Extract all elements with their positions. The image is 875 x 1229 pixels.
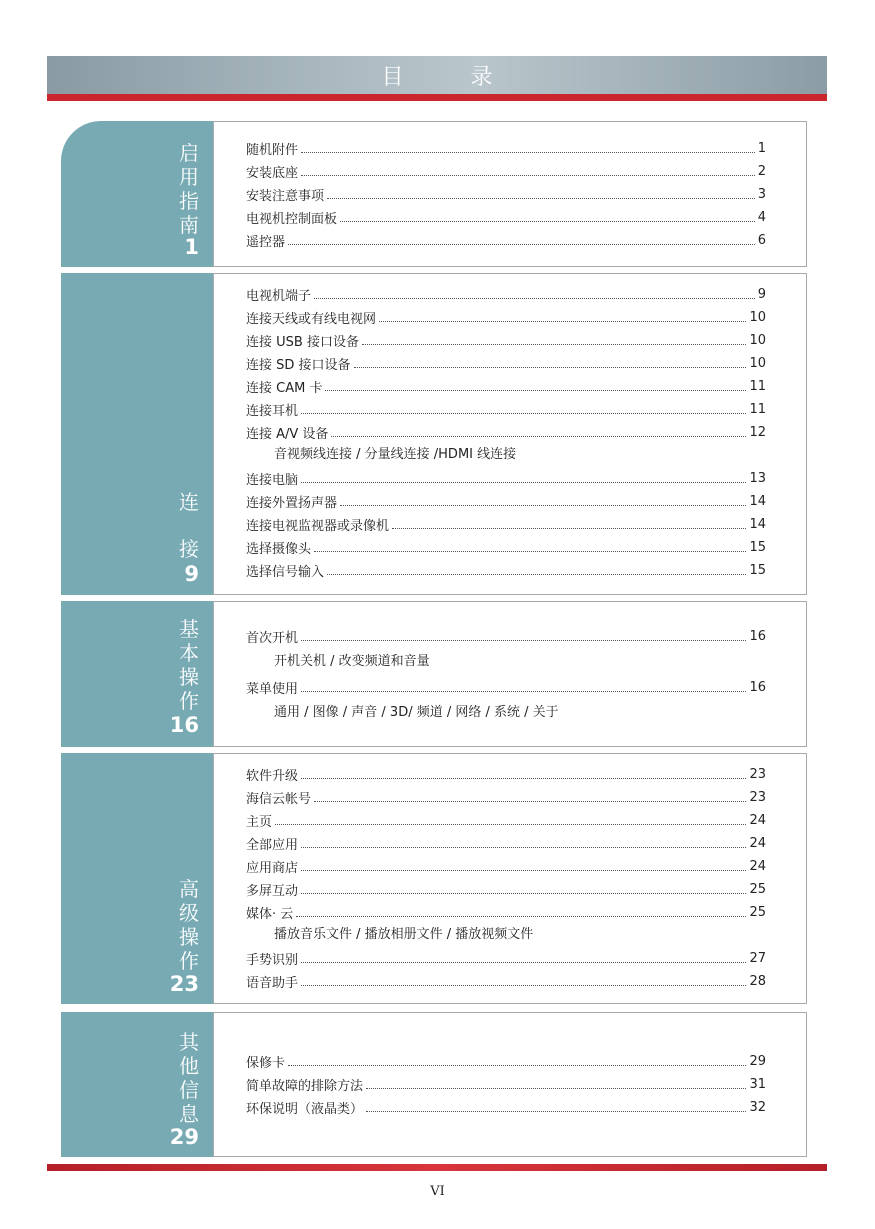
toc-entry-title: 简单故障的排除方法 xyxy=(246,1078,364,1094)
toc-entry-page: 10 xyxy=(749,309,766,325)
toc-leader-dots xyxy=(301,690,746,692)
toc-entry-title: 多屏互动 xyxy=(246,883,299,899)
section-label-char: 指 xyxy=(179,189,199,213)
toc-leader-dots xyxy=(301,846,746,848)
toc-entry-title: 连接电脑 xyxy=(246,472,299,488)
toc-subentry: 开机关机 / 改变频道和音量 xyxy=(274,653,430,669)
section-start-page: 23 xyxy=(169,972,199,996)
toc-entry-title: 海信云帐号 xyxy=(246,791,312,807)
section-label-char: 作 xyxy=(179,949,199,973)
toc-leader-dots xyxy=(327,573,746,575)
toc-subentry: 播放音乐文件 / 播放相册文件 / 播放视频文件 xyxy=(274,927,534,942)
toc-entry[interactable] xyxy=(246,948,766,968)
toc-entry-page: 25 xyxy=(749,904,766,920)
toc-leader-dots xyxy=(366,1110,746,1112)
section-start-page: 9 xyxy=(184,562,199,586)
toc-entry-title: 遥控器 xyxy=(246,234,286,250)
section-label-char: 接 xyxy=(179,537,199,561)
toc-entry[interactable] xyxy=(246,161,766,181)
section-label-char: 息 xyxy=(179,1102,199,1126)
toc-entry[interactable] xyxy=(246,1097,766,1117)
section-label xyxy=(61,273,213,595)
toc-entry-page: 16 xyxy=(749,628,766,644)
toc-entry[interactable] xyxy=(246,307,766,327)
toc-entry-page: 24 xyxy=(749,812,766,828)
toc-entry[interactable] xyxy=(246,422,766,442)
toc-entry[interactable] xyxy=(246,353,766,373)
toc-entry-title: 连接 CAM 卡 xyxy=(246,380,323,396)
toc-leader-dots xyxy=(340,504,746,506)
toc-entry-title: 安装注意事项 xyxy=(246,188,325,204)
toc-leader-dots xyxy=(301,151,755,153)
toc-entry[interactable] xyxy=(246,677,766,697)
page-title: 目 录 xyxy=(381,64,523,90)
section-label-char: 本 xyxy=(179,641,199,665)
toc-leader-dots xyxy=(340,220,755,222)
toc-entry-page: 24 xyxy=(749,835,766,851)
toc-entry-page: 10 xyxy=(749,332,766,348)
section-label-char: 操 xyxy=(179,925,199,949)
toc-entry-title: 电视机端子 xyxy=(246,288,312,304)
toc-entry-title: 连接天线或有线电视网 xyxy=(246,311,377,327)
section-label-char: 信 xyxy=(179,1078,199,1102)
toc-entry[interactable] xyxy=(246,376,766,396)
toc-entry[interactable] xyxy=(246,537,766,557)
toc-entry-title: 语音助手 xyxy=(246,975,299,991)
toc-entry-title: 环保说明（液晶类） xyxy=(246,1101,364,1117)
toc-leader-dots xyxy=(366,1087,746,1089)
toc-entry-page: 31 xyxy=(749,1076,766,1092)
toc-entry[interactable] xyxy=(246,626,766,646)
toc-leader-dots xyxy=(392,527,746,529)
toc-entry-page: 6 xyxy=(757,232,766,248)
toc-entry-title: 连接 SD 接口设备 xyxy=(246,357,351,373)
section-label xyxy=(61,1012,213,1157)
toc-entry-page: 27 xyxy=(749,950,766,966)
toc-entry[interactable] xyxy=(246,856,766,876)
toc-entry-page: 11 xyxy=(749,401,766,417)
section-label xyxy=(61,753,213,1004)
toc-entry[interactable] xyxy=(246,787,766,807)
section-start-page: 1 xyxy=(184,235,199,259)
toc-entry[interactable] xyxy=(246,560,766,580)
section-label-char: 他 xyxy=(179,1054,199,1078)
toc-subentry: 通用 / 图像 / 声音 / 3D/ 频道 / 网络 / 系统 / 关于 xyxy=(274,704,559,720)
toc-entry-title: 连接耳机 xyxy=(246,403,299,419)
toc-leader-dots xyxy=(325,389,746,391)
toc-section xyxy=(61,601,807,747)
section-start-page: 29 xyxy=(169,1125,199,1149)
toc-entry-page: 12 xyxy=(749,424,766,440)
page-number: VI xyxy=(430,1184,445,1199)
toc-entry-page: 25 xyxy=(749,881,766,897)
section-label-char: 用 xyxy=(179,165,199,189)
toc-entry-page: 16 xyxy=(749,679,766,695)
toc-leader-dots xyxy=(301,777,746,779)
toc-entry[interactable] xyxy=(246,230,766,250)
toc-entry-page: 28 xyxy=(749,973,766,989)
toc-leader-dots xyxy=(301,174,755,176)
toc-entry[interactable] xyxy=(246,833,766,853)
section-label-char: 连 xyxy=(179,490,199,514)
section-label-char: 启 xyxy=(179,141,199,165)
toc-leader-dots xyxy=(301,639,746,641)
toc-entry[interactable] xyxy=(246,902,766,922)
toc-entry[interactable] xyxy=(246,514,766,534)
toc-entry[interactable] xyxy=(246,138,766,158)
section-label-char: 高 xyxy=(179,877,199,901)
toc-entry-page: 4 xyxy=(757,209,766,225)
section-label-char: 级 xyxy=(179,901,199,925)
toc-leader-dots xyxy=(301,412,746,414)
toc-entry-page: 15 xyxy=(749,562,766,578)
toc-entry-page: 32 xyxy=(749,1099,766,1115)
toc-leader-dots xyxy=(288,243,755,245)
footer-accent-bar xyxy=(47,1164,827,1171)
section-start-page: 16 xyxy=(169,713,199,737)
toc-entry-title: 连接电视监视器或录像机 xyxy=(246,518,390,534)
toc-leader-dots xyxy=(331,435,746,437)
toc-entry[interactable] xyxy=(246,284,766,304)
toc-entry[interactable] xyxy=(246,207,766,227)
toc-entry[interactable] xyxy=(246,1074,766,1094)
toc-entry-page: 10 xyxy=(749,355,766,371)
toc-leader-dots xyxy=(301,892,746,894)
toc-entry[interactable] xyxy=(246,184,766,204)
toc-entry-title: 应用商店 xyxy=(246,860,299,876)
toc-entry-page: 11 xyxy=(749,378,766,394)
toc-entry-page: 24 xyxy=(749,858,766,874)
toc-leader-dots xyxy=(301,869,746,871)
toc-leader-dots xyxy=(362,343,747,345)
toc-entry-title: 连接外置扬声器 xyxy=(246,495,338,511)
toc-entry-page: 15 xyxy=(749,539,766,555)
toc-leader-dots xyxy=(288,1064,746,1066)
toc-entry-title: 连接 USB 接口设备 xyxy=(246,334,359,350)
toc-entry-title: 首次开机 xyxy=(246,630,299,646)
toc-entry-page: 14 xyxy=(749,493,766,509)
toc-entry-page: 2 xyxy=(757,163,766,179)
toc-leader-dots xyxy=(301,961,746,963)
section-content-box xyxy=(213,601,807,747)
toc-entry-title: 连接 A/V 设备 xyxy=(246,426,329,442)
toc-leader-dots xyxy=(327,197,755,199)
toc-entry-title: 全部应用 xyxy=(246,837,299,853)
toc-entry-title: 选择信号输入 xyxy=(246,564,325,580)
toc-entry[interactable] xyxy=(246,468,766,488)
toc-entry-title: 随机附件 xyxy=(246,142,299,158)
toc-entry[interactable] xyxy=(246,330,766,350)
toc-entry-page: 14 xyxy=(749,516,766,532)
toc-entry-page: 29 xyxy=(749,1053,766,1069)
toc-entry-title: 安装底座 xyxy=(246,165,299,181)
toc-leader-dots xyxy=(314,297,755,299)
toc-entry-page: 23 xyxy=(749,789,766,805)
toc-entry-title: 媒体· 云 xyxy=(246,906,294,922)
toc-entry-title: 选择摄像头 xyxy=(246,541,312,557)
toc-leader-dots xyxy=(314,800,746,802)
section-label-char: 其 xyxy=(179,1030,199,1054)
section-label xyxy=(61,121,213,267)
section-label-char: 操 xyxy=(179,665,199,689)
toc-leader-dots xyxy=(275,823,746,825)
toc-entry[interactable] xyxy=(246,764,766,784)
toc-entry-title: 菜单使用 xyxy=(246,681,299,697)
toc-leader-dots xyxy=(314,550,746,552)
toc-header xyxy=(47,56,827,94)
toc-leader-dots xyxy=(301,481,746,483)
toc-entry[interactable] xyxy=(246,810,766,830)
toc-subentry: 音视频线连接 / 分量线连接 /HDMI 线连接 xyxy=(274,447,517,462)
toc-leader-dots xyxy=(354,366,747,368)
toc-entry-title: 手势识别 xyxy=(246,952,299,968)
section-label-char: 南 xyxy=(179,213,199,237)
toc-leader-dots xyxy=(296,915,746,917)
header-accent-bar xyxy=(47,94,827,101)
toc-entry-title: 软件升级 xyxy=(246,768,299,784)
toc-entry[interactable] xyxy=(246,399,766,419)
toc-entry-title: 保修卡 xyxy=(246,1055,286,1071)
section-label-char: 作 xyxy=(179,689,199,713)
toc-entry-title: 电视机控制面板 xyxy=(246,211,338,227)
toc-entry[interactable] xyxy=(246,879,766,899)
toc-leader-dots xyxy=(301,984,746,986)
section-label xyxy=(61,601,213,747)
toc-entry-page: 3 xyxy=(757,186,766,202)
toc-entry[interactable] xyxy=(246,971,766,991)
toc-entry-page: 23 xyxy=(749,766,766,782)
toc-leader-dots xyxy=(379,320,746,322)
section-label-char: 基 xyxy=(179,617,199,641)
toc-entry-page: 13 xyxy=(749,470,766,486)
toc-entry-page: 9 xyxy=(757,286,766,302)
toc-entry-title: 主页 xyxy=(246,814,273,830)
toc-entry[interactable] xyxy=(246,491,766,511)
toc-entry[interactable] xyxy=(246,1051,766,1071)
toc-entry-page: 1 xyxy=(757,140,766,156)
